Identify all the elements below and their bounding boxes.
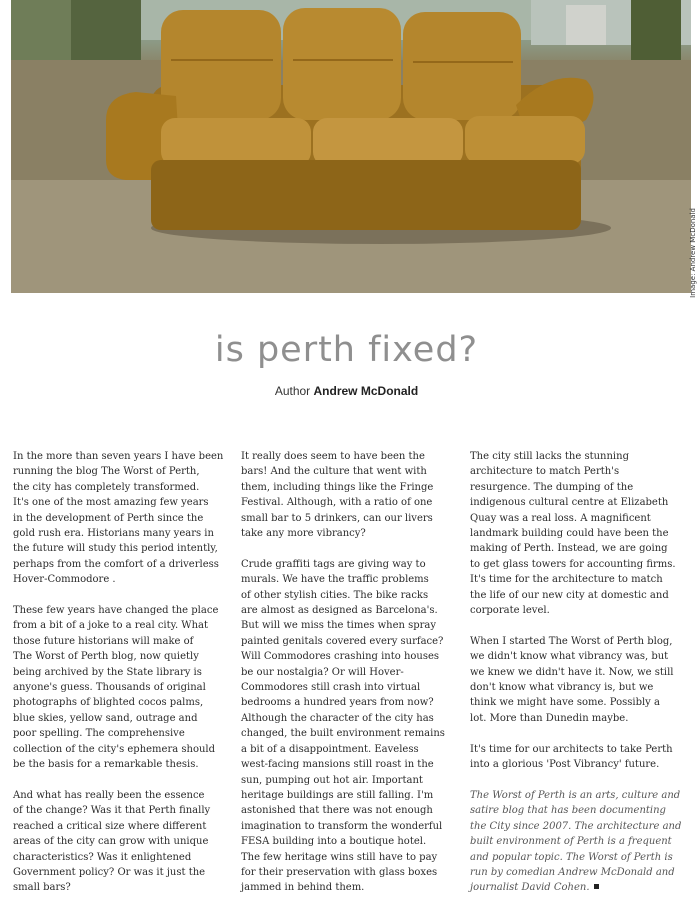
text-line: landmark building could have been the — [470, 528, 669, 540]
text-line: FESA building into a boutique hotel. — [241, 836, 427, 848]
sofa-photo — [11, 0, 697, 298]
text-line: running the blog The Worst of Perth, — [13, 466, 200, 478]
text-line: painted genitals covered every surface? — [241, 635, 444, 647]
text-line: them, including things like the Fringe — [241, 481, 434, 493]
text-line: the life of our new city at domestic and — [470, 589, 669, 601]
paragraph — [13, 603, 231, 772]
text-line: be the basis for a remarkable thesis. — [13, 759, 199, 771]
text-line: of other stylish cities. The bike racks — [241, 589, 429, 601]
paragraph — [470, 742, 686, 773]
paragraph — [241, 557, 462, 896]
author-name: Andrew McDonald — [313, 384, 419, 398]
text-line: It really does seem to have been the — [241, 451, 425, 462]
text-line: bars! And the culture that went with — [241, 466, 427, 478]
text-line: are almost as designed as Barcelona's. — [241, 605, 438, 617]
text-line: sun, pumping out hot air. Important — [241, 774, 423, 786]
text-line: resurgence. The dumping of the — [470, 481, 634, 493]
text-line: to get glass towers for accounting firms. — [470, 558, 676, 570]
text-line: don't know what vibrancy is, but we — [470, 682, 654, 694]
sofa-illustration — [11, 0, 691, 293]
text-line: the future will study this period intently, — [13, 543, 218, 555]
paragraph — [13, 788, 231, 896]
text-line: bedrooms a hundred years from now? — [241, 697, 434, 709]
bio-line: built environment of Perth is a frequent — [470, 836, 672, 848]
text-line: lot. More than Dunedin maybe. — [470, 712, 629, 724]
article-column-1 — [13, 449, 231, 911]
text-line: It's time for the architecture to match — [470, 574, 663, 586]
bio-line: and popular topic. The Worst of Perth is — [470, 851, 673, 863]
bio-line: the City since 2007. The architecture and — [470, 820, 682, 832]
text-line: poor spelling. The comprehensive — [13, 728, 185, 740]
text-line: It's one of the most amazing few years — [13, 497, 209, 509]
text-line: small bar to 5 drinkers, can our livers — [241, 512, 433, 524]
text-line: corporate level. — [470, 605, 550, 617]
text-line: anyone's guess. Thousands of original — [13, 682, 206, 694]
text-line: murals. We have the traffic problems — [241, 574, 429, 586]
text-line: blue skies, yellow sand, outrage and — [13, 712, 198, 724]
end-mark-icon — [594, 884, 599, 889]
text-line: It's time for our architects to take Perth — [470, 743, 673, 755]
text-line: indigenous cultural centre at Elizabeth — [470, 497, 669, 509]
image-credit: Image: Andrew McDonald — [689, 208, 697, 298]
text-line: architecture to match Perth's — [470, 466, 620, 478]
text-line: Commodores still crash into virtual — [241, 682, 421, 694]
paragraph — [241, 449, 462, 541]
text-line: Although the character of the city has — [241, 712, 434, 724]
text-line: The few heritage wins still have to pay — [241, 851, 438, 863]
paragraph — [470, 449, 686, 618]
text-line: small bars? — [13, 882, 71, 894]
text-line: gold rush era. Historians many years in — [13, 528, 214, 540]
text-line: Hover-Commodore . — [13, 574, 116, 586]
text-line: reached a critical size where different — [13, 820, 207, 832]
text-line: for their preservation with glass boxes — [241, 866, 438, 878]
bio-line: run by comedian Andrew McDonald and — [470, 866, 675, 878]
text-line: making of Perth. Instead, we are going — [470, 543, 668, 555]
text-line: of the change? Was it that Perth finally — [13, 805, 211, 817]
text-line: Quay was a real loss. A magnificent — [470, 512, 651, 524]
text-line: from a bit of a joke to a real city. What — [13, 620, 209, 632]
text-line: those future historians will make of — [13, 635, 194, 647]
byline — [0, 384, 693, 398]
text-line: perhaps from the comfort of a driverless — [13, 558, 219, 570]
text-line: west-facing mansions still roast in the — [241, 759, 434, 771]
text-line: we knew we didn't have it. Now, we still — [470, 666, 674, 678]
text-line: When I started The Worst of Perth blog, — [470, 635, 673, 647]
text-line: But will we miss the times when spray — [241, 620, 437, 632]
text-line: The Worst of Perth blog, now quietly — [13, 651, 199, 663]
paragraph — [13, 449, 231, 588]
text-line: changed, the built environment remains — [241, 728, 445, 740]
text-line: be our nostalgia? Or will Hover- — [241, 666, 404, 678]
paragraph — [470, 634, 686, 726]
text-line: we didn't know what vibrancy was, but — [470, 651, 669, 663]
text-line: heritage buildings are still falling. I'm — [241, 789, 434, 801]
byline-label: Author — [274, 384, 311, 398]
text-line: Government policy? Or was it just the — [13, 866, 206, 878]
text-line: Will Commodores crashing into houses — [241, 651, 440, 663]
text-line: astonished that there was not enough — [241, 805, 433, 817]
text-line: being archived by the State library is — [13, 666, 202, 678]
bio-line: journalist David Cohen. — [470, 880, 686, 895]
article-title: is perth fixed? — [214, 330, 479, 370]
text-line: photographs of blighted cocos palms, — [13, 697, 204, 709]
bio-line: The Worst of Perth is an arts, culture and — [470, 789, 681, 801]
text-line: Crude graffiti tags are giving way to — [241, 558, 426, 570]
author-bio — [470, 788, 686, 896]
text-line: In the more than seven years I have been — [13, 451, 224, 462]
text-line: in the development of Perth since the — [13, 512, 204, 524]
text-line: the city has completely transformed. — [13, 481, 200, 493]
text-line: And what has really been the essence — [13, 789, 205, 801]
bio-line: satire blog that has been documenting — [470, 805, 666, 817]
article-column-2 — [241, 449, 462, 911]
text-line: These few years have changed the place — [13, 605, 219, 617]
text-line: areas of the city can grow with unique — [13, 836, 209, 848]
text-line: imagination to transform the wonderful — [241, 820, 443, 832]
text-line: The city still lacks the stunning — [470, 451, 629, 462]
text-line: Festival. Although, with a ratio of one — [241, 497, 433, 509]
text-line: think we might have some. Possibly a — [470, 697, 660, 709]
text-line: jammed in behind them. — [241, 882, 365, 894]
article-column-3 — [470, 449, 686, 896]
text-line: characteristics? Was it enlightened — [13, 851, 192, 863]
text-line: a bit of a disappointment. Eaveless — [241, 743, 419, 755]
text-line: into a glorious 'Post Vibrancy' future. — [470, 759, 660, 771]
text-line: take any more vibrancy? — [241, 528, 366, 540]
text-line: collection of the city's ephemera should — [13, 743, 216, 755]
